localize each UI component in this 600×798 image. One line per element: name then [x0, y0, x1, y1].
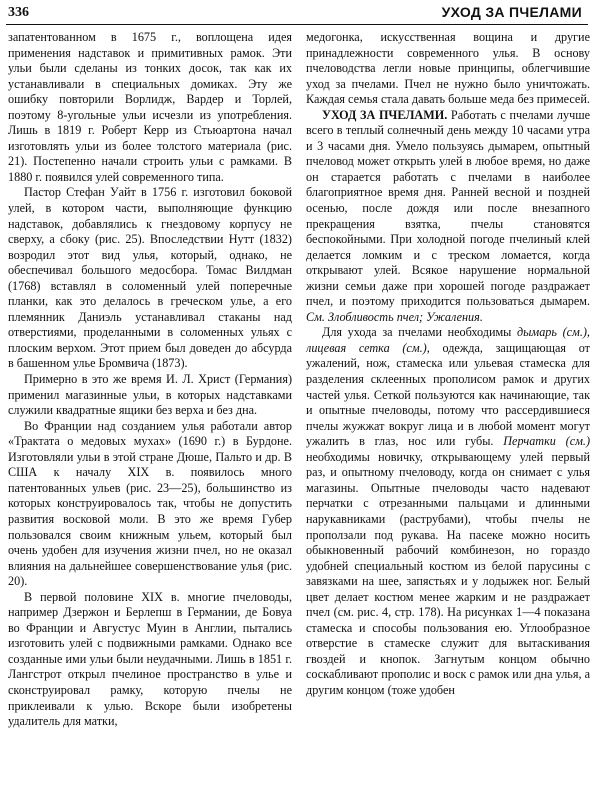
paragraph: [306, 325, 590, 698]
paragraph: запатентованном в 1675 г., воплощена идея применения надставок и примитивных рамок. Эти ульи были сделаны из тонких досок, так как их устанавливали в специальных домиках. Эту же ошибку повторили Ворлидж, Вардер и Торлей, поэтому 8-угольные ульи исчезли из употребления. Лишь в 1819 г. Роберт Керр из Стьюартона начал изготовлять ульи из более толстого материала (рис. 21). Постепенно начали строить ульи с рамками. В 1880 г. появился улей современного типа.: [8, 30, 292, 184]
right-column: [306, 30, 590, 794]
cross-reference: дымарь (см.), лицевая сетка (см.),: [306, 325, 590, 355]
page-header: [0, 0, 600, 26]
paragraph: медогонка, искусственная вощина и другие принадлежности современного улья. В основу пчеловодства легли новые принципы, облегчившие уход за пчелами. Пчел не нужно было уничтожать. Каждая семья стала давать больше меда без примесей.: [306, 30, 590, 107]
paragraph: Примерно в это же время И. Л. Христ (Германия) применил магазинные ульи, в которых надставками служили квадратные ящики без верха и без дна.: [8, 372, 292, 418]
entry-body: Работать с пчелами лучше всего в теплый солнечный день между 10 часами утра и 3 часами дня. Умело пользуясь дымарем, опытный пчеловод может открыть улей в любое время, но даже он старается работать с пчелами в наиболее благоприятное время дня. Ранней весной и поздней осенью, после дождя или после внезапного прекращения взятка, пчелы становятся беспокойными. При холодной погоде пчелиный клей делается ломким и с треском ломается, когда открывают улей. Всякое нарушение нормальной жизни семьи даже при хорошей погоде раздражает пчел, и поэтому приходится пользоваться дымарем.: [306, 107, 590, 309]
cross-reference: См. Злобливость пчел; Ужаления.: [306, 309, 483, 324]
paragraph: Во Франции над созданием улья работали автор «Трактата о медовых мухах» (1690 г.) в Бурдоне. Изготовляли ульи в этой стране Дюше, Пальто и др. В США к началу XIX в. появилось много патентованных ульев (рис. 23—25), большинство из которых конструировалось так, чтобы не допустить развития восковой моли. В это же время Губер пользовался своим книжным ульем, который был очень удобен для изучения жизни пчел, но не оказал влияния на дальнейшее совершенствование улья (рис. 20).: [8, 418, 292, 589]
text-run: одежда, защищающая от ужалений, нож, стамеска или ульевая стамеска для разделения склеенных прополисом рамок и других частей улья. Сеткой пользуются как начинающие, так и опытные пчеловоды, потому что рассердившиеся пчелы жужжат вокруг лица и в любой момент могут ужалить в глаз, нос или губы.: [306, 340, 590, 449]
entry-title: УХОД ЗА ПЧЕЛАМИ.: [322, 107, 448, 122]
paragraph: Пастор Стефан Уайт в 1756 г. изготовил боковой улей, в котором части, выполняющие функцию надставок, добавлялись к гнездовому корпусу не сверху, а сбоку (рис. 25). Впоследствии Нутт (1832) возродил этот вид улья, который, однако, не обеспечивал большого медосбора. Томас Вилдман (1768) вставлял в соломенный улей поперечные планки, как это делалось в греческом улье, а его племянник Даниэль устанавливал стаканы над отверстиями, проделанными в соломенных ульях с плоским верхом. Этот прием был доведен до абсурда в башенном улье Бромвича (1873).: [8, 185, 292, 371]
paragraph: В первой половине XIX в. многие пчеловоды, например Дзержон и Берлепш в Германии, де Бовуа во Франции и Августус Муин в Англии, пытались изготовить улей с подвижными рамками. Однако все созданные ими ульи были неудачными. Лишь в 1851 г. Лангстрот открыл пчелиное пространство в улье и сконструировал рамку, которую пчелы не приклеивали к улью. Вскоре были изобретены удалитель для матки,: [8, 589, 292, 729]
entry-paragraph: [306, 108, 590, 326]
left-column: [8, 30, 292, 794]
header-rule: [6, 24, 588, 25]
cross-reference: Перчатки (см.): [503, 434, 590, 449]
page-number: 336: [8, 5, 29, 20]
text-run: необходимы новичку, открывающему улей первый раз, и опытному пчеловоду, когда он снимает с улья магазины. Опытные пчеловоды часто надевают перчатки с отрезанными пальцами и длинными нарукавниками (раструбами), чтобы пчелы не проползали под рукава. На пасеке можно носить обыкновенный рабочий комбинезон, но гораздо удобней специальный костюм из белой парусины с завязками на шее, запястьях и у лодыжек ног. Белый цвет делает костюм менее жарким и не раздражает пчел (см. рис. 4, стр. 178). На рисунках 1—4 показана стамеска и способы пользования ею. Углообразное отверстие в стамеске служит для вытаскивания гвоздей и кнопок. Загнутым концом обычно соскабливают прополис и воск с рамок или дна улья, а другим концом (тоже удобен: [306, 449, 590, 697]
running-title: УХОД ЗА ПЧЕЛАМИ: [441, 4, 582, 20]
text-run: Для ухода за пчелами необходимы: [322, 325, 518, 340]
